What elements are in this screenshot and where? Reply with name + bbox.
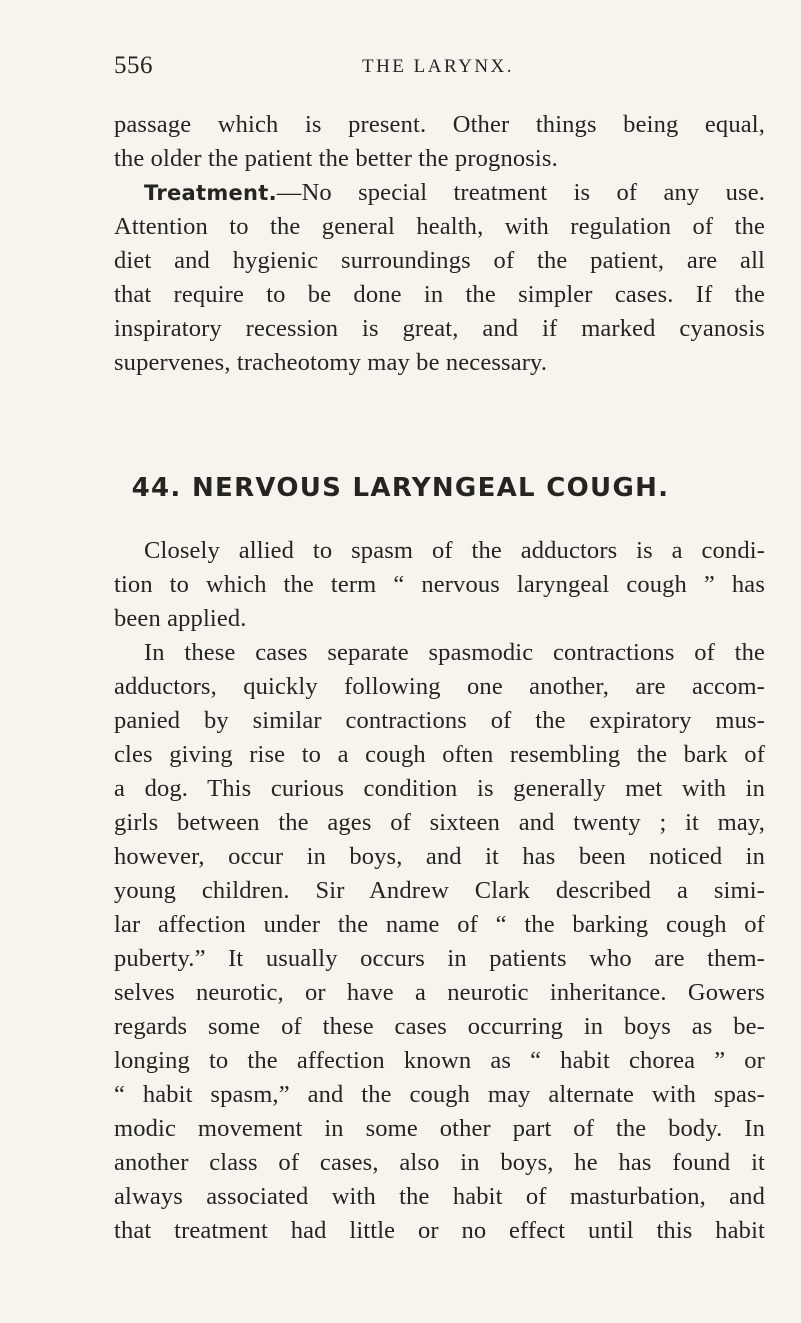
text-line: In these cases separate spasmodic contractions of the	[144, 639, 765, 666]
text-line: panied by similar contractions of the expiratory mus-	[114, 707, 765, 734]
text-line: selves neurotic, or have a neurotic inheritance. Gowers	[114, 979, 765, 1006]
text-line: lar affection under the name of “ the barking cough of	[114, 911, 765, 938]
text-line: passage which is present. Other things being equal,	[114, 111, 765, 138]
text-line: puberty.” It usually occurs in patients who are them-	[114, 945, 765, 972]
text-line: that require to be done in the simpler cases. If the	[114, 281, 765, 308]
text-line: regards some of these cases occurring in boys as be-	[114, 1013, 765, 1040]
text-line: the older the patient the better the prognosis.	[114, 145, 558, 172]
text-line: however, occur in boys, and it has been noticed in	[114, 843, 765, 870]
text-line: girls between the ages of sixteen and twenty ; it may,	[114, 809, 765, 836]
running-head	[110, 52, 766, 86]
text-line: diet and hygienic surroundings of the patient, are all	[114, 247, 765, 274]
text-line: a dog. This curious condition is generally met with in	[114, 775, 765, 802]
text-line: been applied.	[114, 605, 247, 632]
section-heading: 44. NERVOUS LARYNGEAL COUGH.	[131, 473, 670, 503]
text-line: that treatment had little or no effect until this habit	[114, 1217, 765, 1244]
text-line: adductors, quickly following one another, are accom-	[114, 673, 765, 700]
text-line: supervenes, tracheotomy may be necessary.	[114, 349, 548, 376]
text-line: cles giving rise to a cough often resembling the bark of	[114, 741, 765, 768]
text-line: “ habit spasm,” and the cough may alternate with spas-	[114, 1081, 765, 1108]
text-line	[144, 176, 765, 210]
text-line: another class of cases, also in boys, he has found it	[114, 1149, 765, 1176]
text-line: Attention to the general health, with regulation of the	[114, 213, 765, 240]
text-line: young children. Sir Andrew Clark described a simi-	[114, 877, 765, 904]
text-line: always associated with the habit of masturbation, and	[114, 1183, 765, 1210]
text-line: longing to the affection known as “ habit chorea ” or	[114, 1047, 765, 1074]
text-line: inspiratory recession is great, and if marked cyanosis	[114, 315, 765, 342]
text-line: Closely allied to spasm of the adductors is a condi-	[144, 537, 765, 564]
page-number: 556	[114, 52, 153, 79]
run-in-heading: Treatment.	[144, 181, 277, 205]
text-line: modic movement in some other part of the body. In	[114, 1115, 765, 1142]
running-title: THE LARYNX.	[361, 56, 515, 77]
text-line: tion to which the term “ nervous laryngeal cough ” has	[114, 571, 765, 598]
text-run: —No special treatment is of any use.	[276, 179, 765, 206]
